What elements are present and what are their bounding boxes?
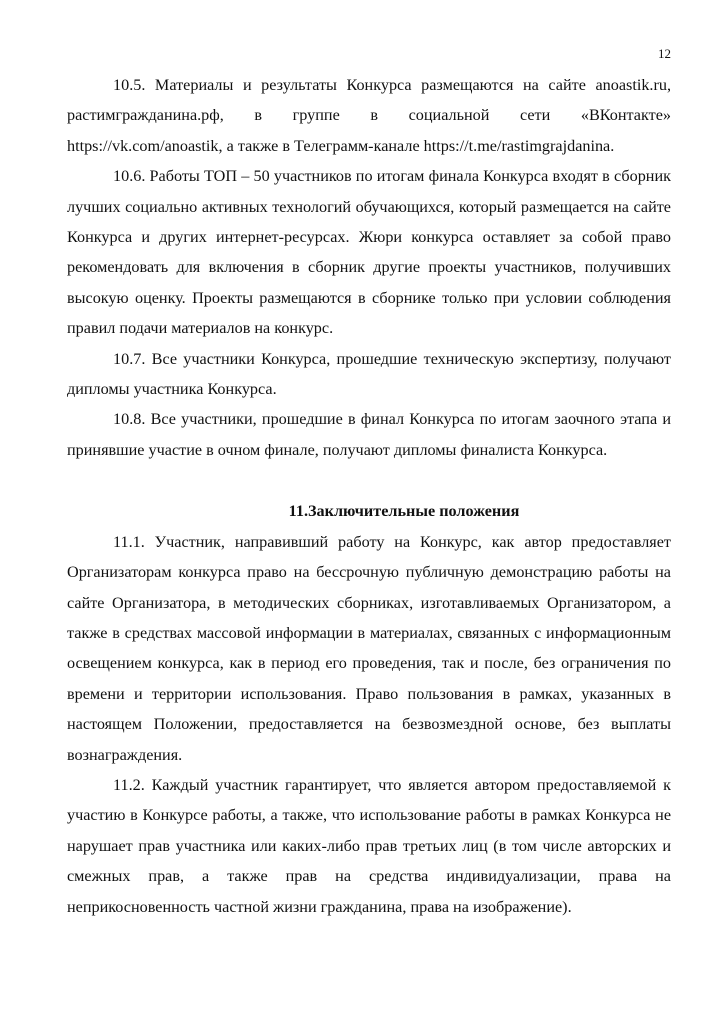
paragraph-10-7: 10.7. Все участники Конкурса, прошедшие техническую экспертизу, получают дипломы участника Конкурса. bbox=[67, 349, 671, 399]
section-title: 11.Заключительные положения bbox=[288, 502, 520, 521]
paragraph-11-2: 11.2. Каждый участник гарантирует, что является автором предоставляемой к участию в Конкурсе работы, а также, что использование работы в рамках Конкурса не нарушает прав участника или каких-либо прав третьих лиц (в том числе авторских и смежных прав, а также прав на средства индивидуализации, права на неприкосновенность частной жизни гражданина, права на изображение). bbox=[67, 775, 671, 916]
paragraph-10-5: 10.5. Материалы и результаты Конкурса размещаются на сайте anoastik.ru, растимгражданина.рф, в группе в социальной сети «ВКонтакте» https://vk.com/anoastik, а также в Телеграмм-канале https://t.me/rastimgrajdanina. bbox=[67, 76, 671, 155]
page-number: 12 bbox=[658, 46, 671, 61]
paragraph-10-6: 10.6. Работы ТОП – 50 участников по итогам финала Конкурса входят в сборник лучших социально активных технологий обучающихся, который размещается на сайте Конкурса и других интернет-ресурсах. Жюри конкурса оставляет за собой право рекомендовать для включения в сборник другие проекты участников, получивших высокую оценку. Проекты размещаются в сборнике только при условии соблюдения правил подачи материалов на конкурс. bbox=[67, 167, 671, 338]
paragraph-11-1: 11.1. Участник, направивший работу на Конкурс, как автор предоставляет Организаторам конкурса право на бессрочную публичную демонстрацию работы на сайте Организатора, в методических сборниках, изготавливаемых Организатором, а также в средствах массовой информации в материалах, связанных с информационным освещением конкурса, как в период его проведения, так и после, без ограничения по времени и территории использования. Право пользования в рамках, указанных в настоящем Положении, предоставляется на безвозмездной основе, без выплаты вознаграждения. bbox=[67, 532, 671, 764]
paragraph-10-8: 10.8. Все участники, прошедшие в финал Конкурса по итогам заочного этапа и принявшие участие в очном финале, получают дипломы финалиста Конкурса. bbox=[67, 410, 671, 459]
document-body bbox=[67, 70, 671, 922]
